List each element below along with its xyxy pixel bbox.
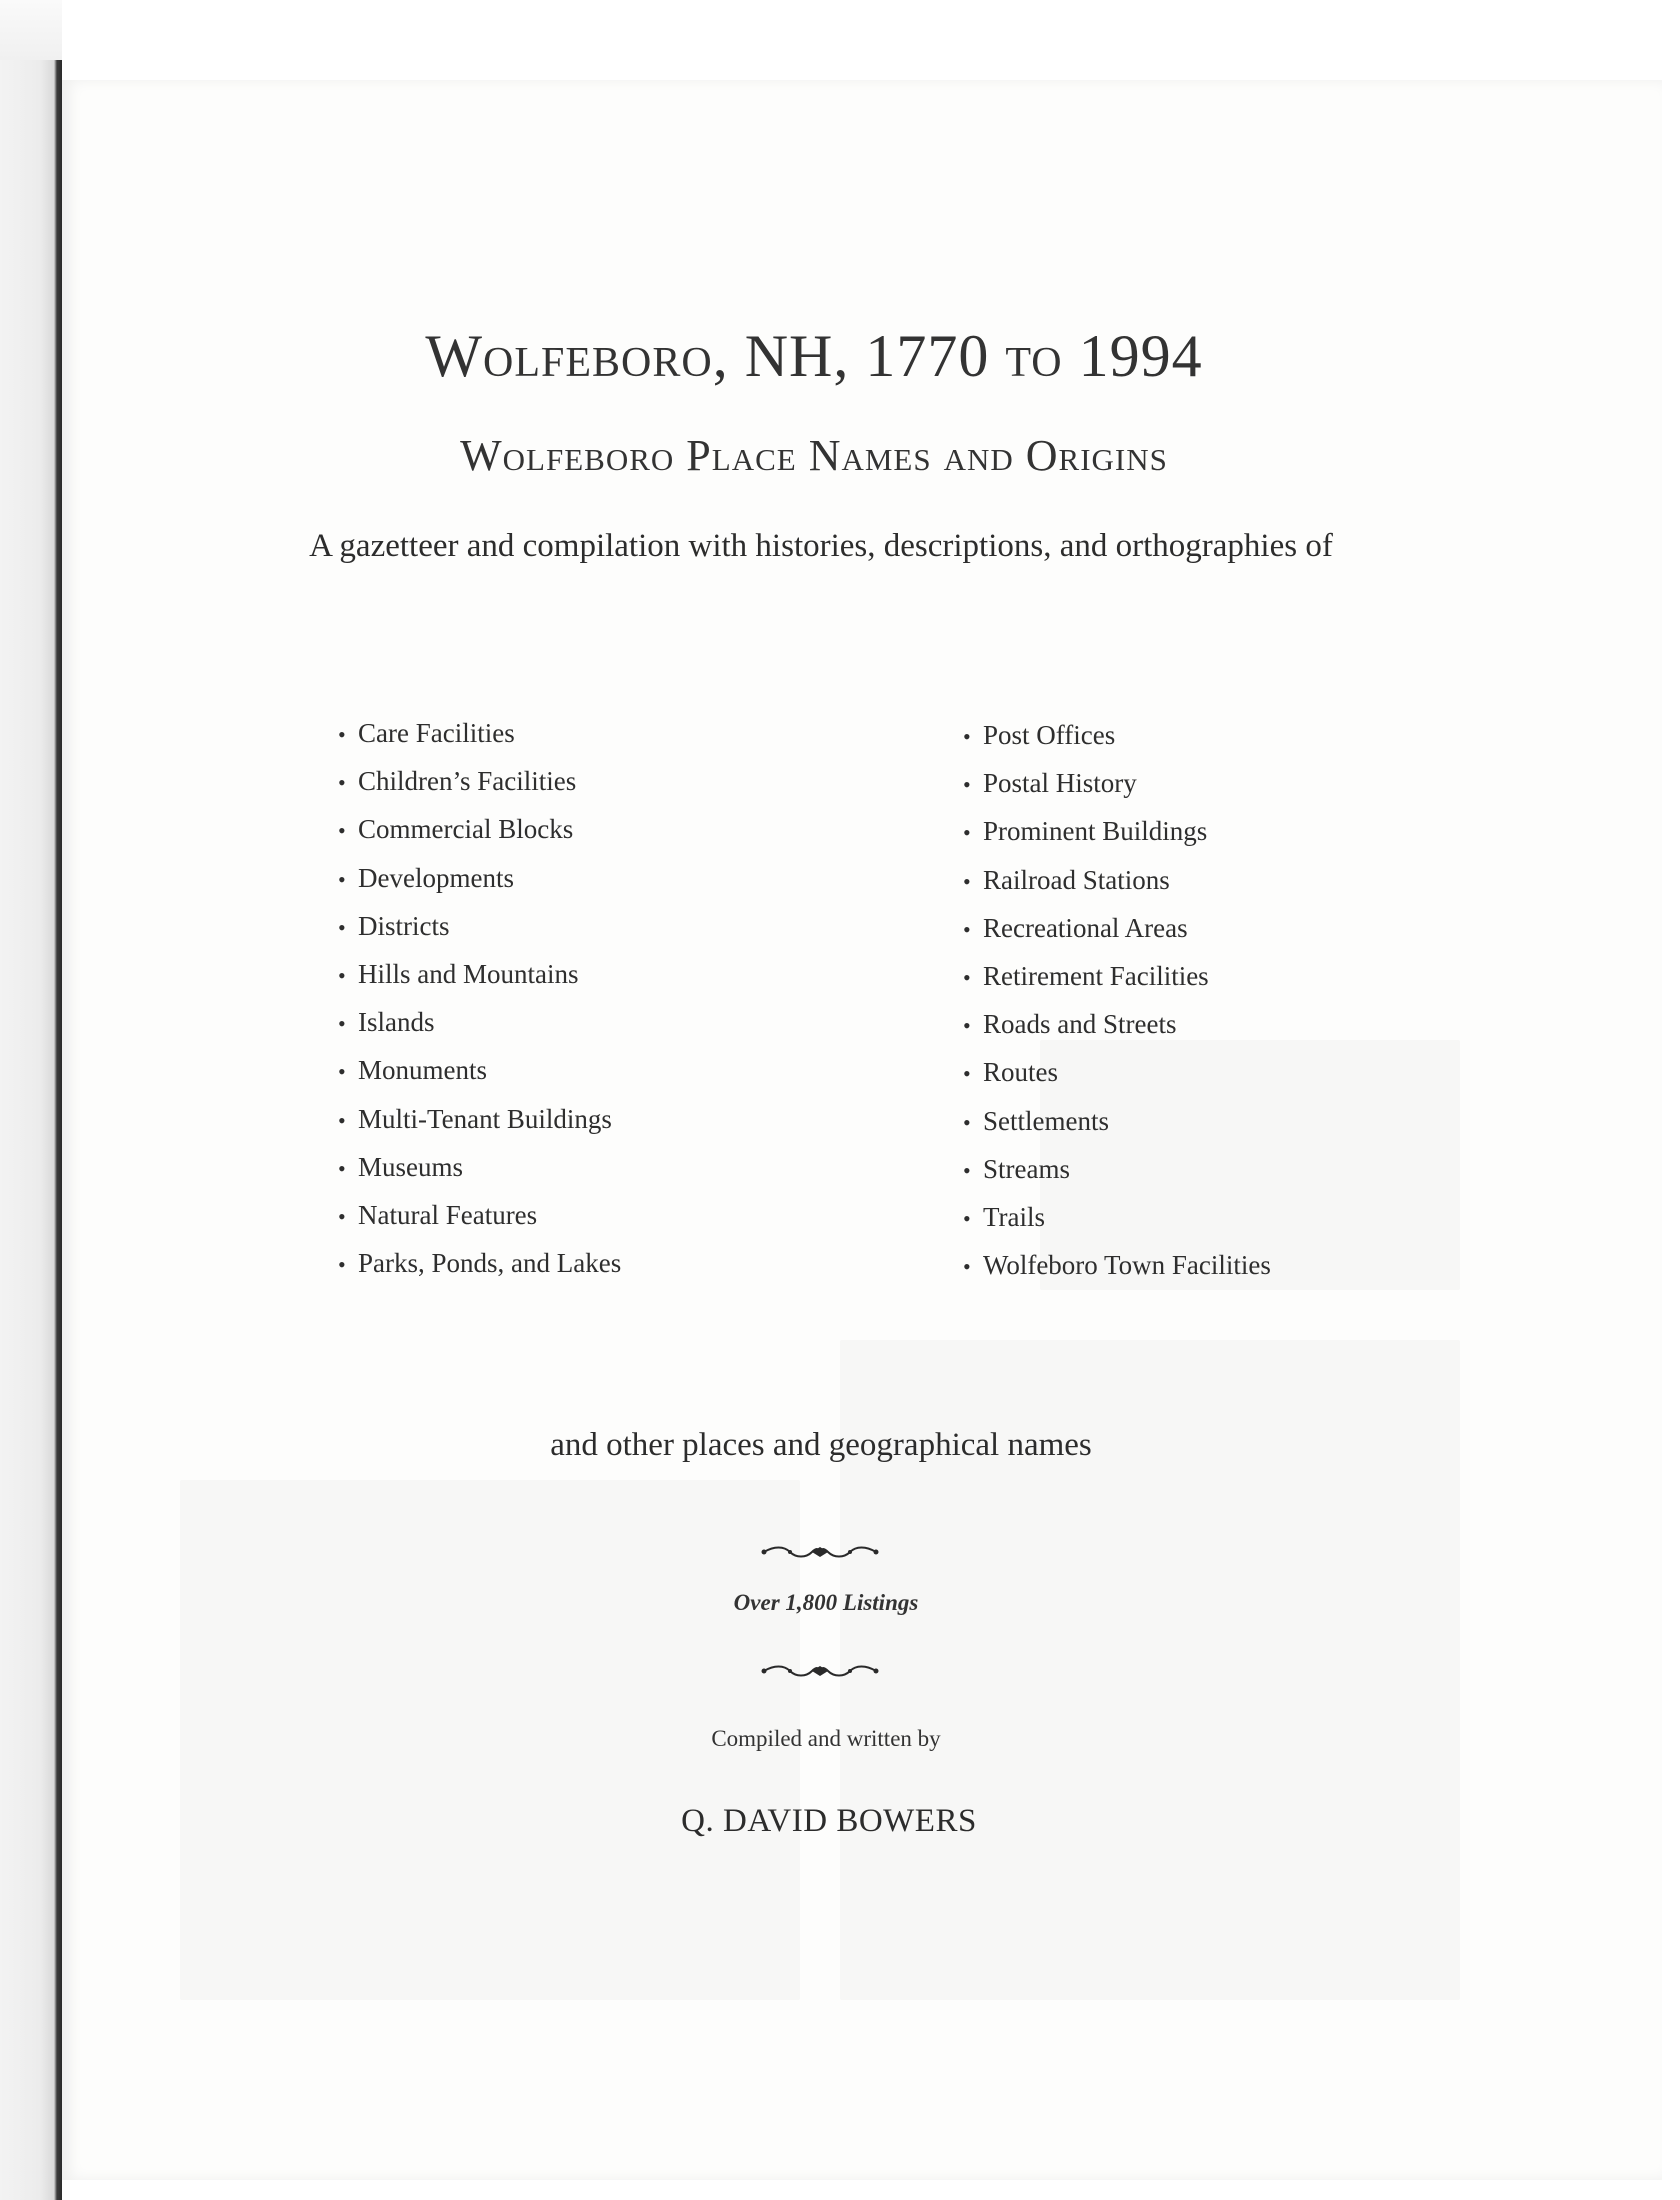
bullet-icon: •	[338, 770, 346, 796]
list-item: • Trails	[963, 1193, 1271, 1241]
list-item: • Care Facilities	[338, 709, 621, 757]
list-item: • Developments	[338, 854, 621, 902]
bullet-icon: •	[963, 1157, 971, 1183]
bullet-icon: •	[963, 820, 971, 846]
binding-edge	[0, 0, 62, 60]
list-item: • Routes	[963, 1048, 1271, 1096]
closing-text: and other places and geographical names	[550, 1427, 1092, 1463]
list-item: • Monuments	[338, 1046, 621, 1094]
bullet-icon: •	[338, 866, 346, 892]
list-item: • Roads and Streets	[963, 1000, 1271, 1048]
bullet-icon: •	[338, 914, 346, 940]
list-item: • Districts	[338, 902, 621, 950]
bullet-icon: •	[338, 1252, 346, 1278]
page-subtitle: Wolfeboro Place Names and Origins	[460, 431, 1168, 480]
bullet-icon: •	[963, 1013, 971, 1039]
list-item: • Children’s Facilities	[338, 757, 621, 805]
listings-count: Over 1,800 Listings	[733, 1590, 919, 1615]
compiled-by-text: Compiled and written by	[711, 1726, 941, 1751]
bullet-icon: •	[963, 1205, 971, 1231]
author-name: Q. DAVID BOWERS	[681, 1803, 977, 1839]
category-list-left	[338, 709, 621, 1287]
scroll-ornament-icon	[760, 1663, 880, 1679]
intro-text: A gazetteer and compilation with histories, descriptions, and orthographies of	[309, 528, 1333, 564]
list-item: • Railroad Stations	[963, 856, 1271, 904]
bullet-icon: •	[963, 916, 971, 942]
bullet-icon: •	[338, 818, 346, 844]
list-item: • Settlements	[963, 1097, 1271, 1145]
bullet-icon: •	[338, 1203, 346, 1229]
list-item: • Post Offices	[963, 711, 1271, 759]
bullet-icon: •	[338, 1059, 346, 1085]
bullet-icon: •	[963, 1109, 971, 1135]
bullet-icon: •	[338, 722, 346, 747]
bullet-icon: •	[963, 964, 971, 990]
bullet-icon: •	[338, 1011, 346, 1037]
list-item: • Recreational Areas	[963, 904, 1271, 952]
list-item: • Parks, Ponds, and Lakes	[338, 1239, 621, 1287]
bullet-icon: •	[963, 1254, 971, 1280]
page-title: Wolfeboro, NH, 1770 to 1994	[425, 323, 1203, 389]
bullet-icon: •	[338, 962, 346, 988]
list-item: • Wolfeboro Town Facilities	[963, 1241, 1271, 1289]
list-item: • Hills and Mountains	[338, 950, 621, 998]
bullet-icon: •	[338, 1155, 346, 1181]
bullet-icon: •	[963, 724, 971, 749]
list-item: • Multi-Tenant Buildings	[338, 1095, 621, 1143]
list-item: • Prominent Buildings	[963, 807, 1271, 855]
bullet-icon: •	[963, 868, 971, 894]
list-item: • Islands	[338, 998, 621, 1046]
bullet-icon: •	[338, 1107, 346, 1133]
scroll-ornament-icon	[760, 1544, 880, 1560]
list-item: • Museums	[338, 1143, 621, 1191]
list-item: • Postal History	[963, 759, 1271, 807]
list-item: • Natural Features	[338, 1191, 621, 1239]
list-item: • Commercial Blocks	[338, 805, 621, 853]
list-item: • Retirement Facilities	[963, 952, 1271, 1000]
bullet-icon: •	[963, 1061, 971, 1087]
list-item: • Streams	[963, 1145, 1271, 1193]
bullet-icon: •	[963, 772, 971, 798]
category-list-right	[963, 711, 1271, 1289]
